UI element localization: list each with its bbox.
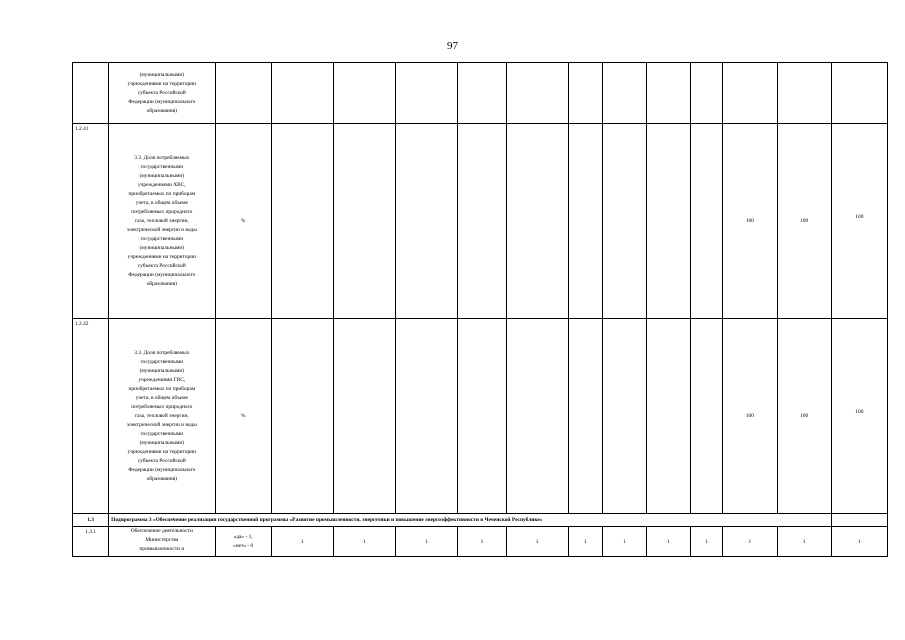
name-line: Министерства [145, 537, 179, 543]
cell-value: 1 [396, 527, 458, 557]
name-line: субъекта Российской [137, 457, 186, 464]
cell-number: 1.2.42 [73, 319, 109, 514]
name-line: государственными [140, 430, 184, 437]
name-line: потребляемых природного [131, 403, 193, 410]
cell-value [831, 63, 887, 124]
name-line: учреждениями на территории [127, 448, 196, 455]
cell-value [396, 319, 458, 514]
cell-unit [215, 527, 271, 557]
name-line: образования) [146, 107, 177, 114]
name-line: субъекта Российской [137, 89, 186, 96]
table-row [73, 319, 888, 514]
unit-line: «да» - 1, [233, 533, 253, 540]
table-row-continuation [73, 63, 888, 124]
cell-value: 100 [831, 124, 887, 319]
cell-value [458, 124, 506, 319]
name-line: газа, тепловой энергии, [134, 217, 189, 224]
cell-value: 1 [271, 527, 333, 557]
name-line: 3.3. Доля потребляемых [134, 349, 190, 356]
subprogram-title: Подпрограмма 3 «Обеспечение реализации государственной программы «Развитие промышленности, энергетики и повышение энергоэффективности в Чеченской Республике» [109, 514, 832, 527]
subprogram-row [73, 514, 888, 527]
cell-value: 1 [568, 527, 602, 557]
cell-value [506, 319, 568, 514]
cell-value [271, 319, 333, 514]
name-line: учреждениями ГВС, [138, 376, 186, 383]
name-line: Федерации (муниципального [128, 466, 196, 473]
cell-value [333, 319, 395, 514]
cell-value: 1 [458, 527, 506, 557]
unit-line: «нет» - 0 [233, 542, 254, 549]
table-row [73, 124, 888, 319]
name-line: государственными [140, 163, 184, 170]
page-number: 97 [447, 40, 458, 52]
name-line: приобретаемых по приборам [128, 385, 196, 392]
name-line: государственными [140, 358, 184, 365]
cell-value: 1 [602, 527, 646, 557]
name-line: Федерации (муниципального [128, 271, 196, 278]
name-line: образования) [146, 280, 177, 287]
name-line: Федерации (муниципального [128, 98, 196, 105]
cell-value: 100 [831, 319, 887, 514]
cell-value: 100 [723, 319, 777, 514]
cell-value [602, 319, 646, 514]
cell-indicator-name [109, 319, 215, 514]
name-line: учета, в общем объеме [135, 199, 188, 206]
cell-value [691, 63, 723, 124]
cell-value [602, 124, 646, 319]
cell-value [777, 63, 831, 124]
name-line: образования) [146, 475, 177, 482]
cell-unit [215, 63, 271, 124]
cell-indicator-name [109, 124, 215, 319]
cell-value [568, 319, 602, 514]
cell-value [568, 63, 602, 124]
name-line: учреждениями ХВС, [137, 181, 186, 188]
name-line: Обеспечение деятельности [130, 528, 193, 534]
cell-value [506, 124, 568, 319]
cell-value [333, 124, 395, 319]
cell-number: 1.3.1 [73, 527, 109, 557]
cell-indicator-name [109, 527, 215, 557]
name-line: электрической энергии и воды [126, 421, 197, 428]
cell-value [506, 63, 568, 124]
indicators-table [72, 62, 888, 557]
cell-value [602, 63, 646, 124]
cell-value [271, 63, 333, 124]
name-line: электрической энергии и воды [126, 226, 197, 233]
cell-indicator-name [109, 63, 215, 124]
cell-value [458, 63, 506, 124]
cell-value [271, 124, 333, 319]
cell-value: 1 [506, 527, 568, 557]
cell-number: 1.2.41 [73, 124, 109, 319]
cell-unit: % [215, 124, 271, 319]
cell-value [647, 319, 691, 514]
name-line: 3.3. Доля потребляемых [134, 154, 190, 161]
cell-value: 1 [777, 527, 831, 557]
cell-value: 1 [723, 527, 777, 557]
name-line: (муниципальными) [139, 71, 185, 78]
name-line: государственными [140, 235, 184, 242]
cell-value: 100 [777, 319, 831, 514]
name-line: (муниципальными) [139, 367, 185, 374]
name-line: (муниципальными) [139, 244, 185, 251]
cell-unit: % [215, 319, 271, 514]
cell-value [396, 124, 458, 319]
name-line: промышленности и [139, 546, 185, 552]
cell-value [458, 319, 506, 514]
name-line: учреждениями на территории [127, 253, 196, 260]
cell-value: 1 [831, 527, 887, 557]
cell-value [691, 124, 723, 319]
cell-value [723, 63, 777, 124]
name-line: потребляемых природного [131, 208, 193, 215]
cell-number [73, 63, 109, 124]
cell-value: 1 [691, 527, 723, 557]
name-line: учреждениями на территории [127, 80, 196, 87]
name-line: приобретаемых по приборам [128, 190, 196, 197]
name-line: субъекта Российской [137, 262, 186, 269]
cell-number: 1.3 [73, 514, 109, 527]
cell-value [647, 124, 691, 319]
cell-value [396, 63, 458, 124]
table-row [73, 527, 888, 557]
cell-value [647, 63, 691, 124]
cell-value [333, 63, 395, 124]
name-line: учета, в общем объеме [135, 394, 188, 401]
name-line: (муниципальными) [139, 439, 185, 446]
cell-value [831, 514, 887, 527]
cell-value [568, 124, 602, 319]
cell-value: 100 [723, 124, 777, 319]
cell-value [691, 319, 723, 514]
name-line: газа, тепловой энергии, [134, 412, 189, 419]
cell-value: 1 [647, 527, 691, 557]
cell-value: 100 [777, 124, 831, 319]
cell-value: 1 [333, 527, 395, 557]
name-line: (муниципальными) [139, 172, 185, 179]
